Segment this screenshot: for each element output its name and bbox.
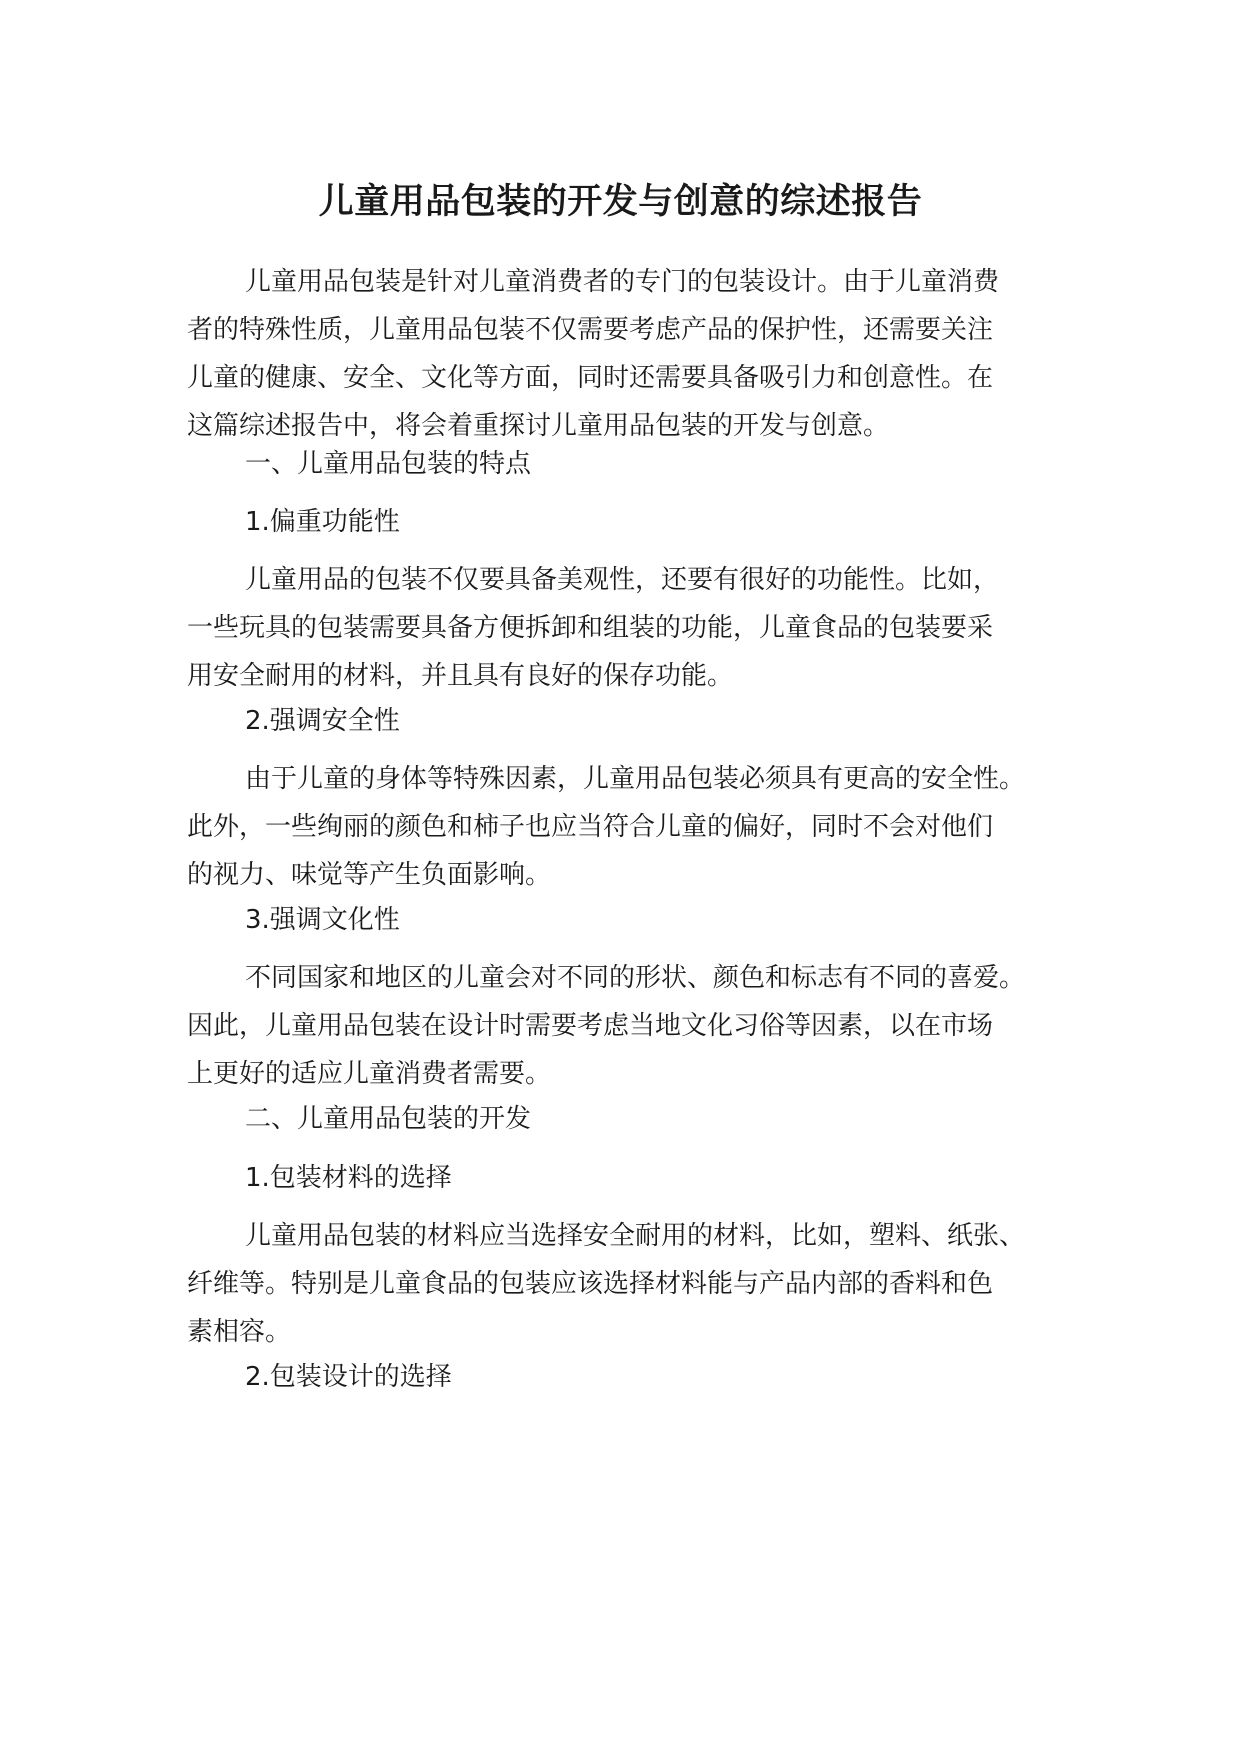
section-heading: 二、儿童用品包装的开发 — [245, 1104, 532, 1134]
paragraph-line: 素相容。 — [187, 1317, 292, 1347]
paragraph-line: 不同国家和地区的儿童会对不同的形状、颜色和标志有不同的喜爱。 — [245, 963, 1026, 993]
body-paragraph — [187, 556, 1087, 700]
subsection-heading: 1.包装材料的选择 — [245, 1163, 452, 1193]
subsection-heading: 1.偏重功能性 — [245, 507, 400, 537]
paragraph-line: 儿童的健康、安全、文化等方面，同时还需要具备吸引力和创意性。在 — [187, 363, 994, 393]
body-paragraph — [187, 1212, 1087, 1356]
paragraph-line: 由于儿童的身体等特殊因素，儿童用品包装必须具有更高的安全性。 — [245, 764, 1026, 794]
paragraph-line: 上更好的适应儿童消费者需要。 — [187, 1059, 552, 1089]
paragraph-line: 因此，儿童用品包装在设计时需要考虑当地文化习俗等因素，以在市场 — [187, 1011, 994, 1041]
intro-paragraph — [187, 258, 1087, 450]
document-title: 儿童用品包装的开发与创意的综述报告 — [318, 182, 923, 222]
subsection-heading: 3.强调文化性 — [245, 905, 400, 935]
paragraph-line: 这篇综述报告中，将会着重探讨儿童用品包装的开发与创意。 — [187, 411, 890, 441]
paragraph-line: 儿童用品包装是针对儿童消费者的专门的包装设计。由于儿童消费 — [245, 267, 1000, 297]
paragraph-line: 儿童用品包装的材料应当选择安全耐用的材料，比如，塑料、纸张、 — [245, 1221, 1026, 1251]
body-paragraph — [187, 755, 1087, 899]
section-heading: 一、儿童用品包装的特点 — [245, 449, 532, 479]
subsection-heading: 2.包装设计的选择 — [245, 1362, 452, 1392]
paragraph-line: 者的特殊性质，儿童用品包装不仅需要考虑产品的保护性，还需要关注 — [187, 315, 994, 345]
subsection-heading: 2.强调安全性 — [245, 706, 400, 736]
body-paragraph — [187, 954, 1087, 1098]
paragraph-line: 此外，一些绚丽的颜色和柿子也应当符合儿童的偏好，同时不会对他们 — [187, 812, 994, 842]
paragraph-line: 儿童用品的包装不仅要具备美观性，还要有很好的功能性。比如， — [245, 565, 1000, 595]
paragraph-line: 纤维等。特别是儿童食品的包装应该选择材料能与产品内部的香料和色 — [187, 1269, 994, 1299]
paragraph-line: 一些玩具的包装需要具备方便拆卸和组装的功能，儿童食品的包装要采 — [187, 613, 994, 643]
paragraph-line: 用安全耐用的材料，并且具有良好的保存功能。 — [187, 661, 734, 691]
paragraph-line: 的视力、味觉等产生负面影响。 — [187, 860, 552, 890]
